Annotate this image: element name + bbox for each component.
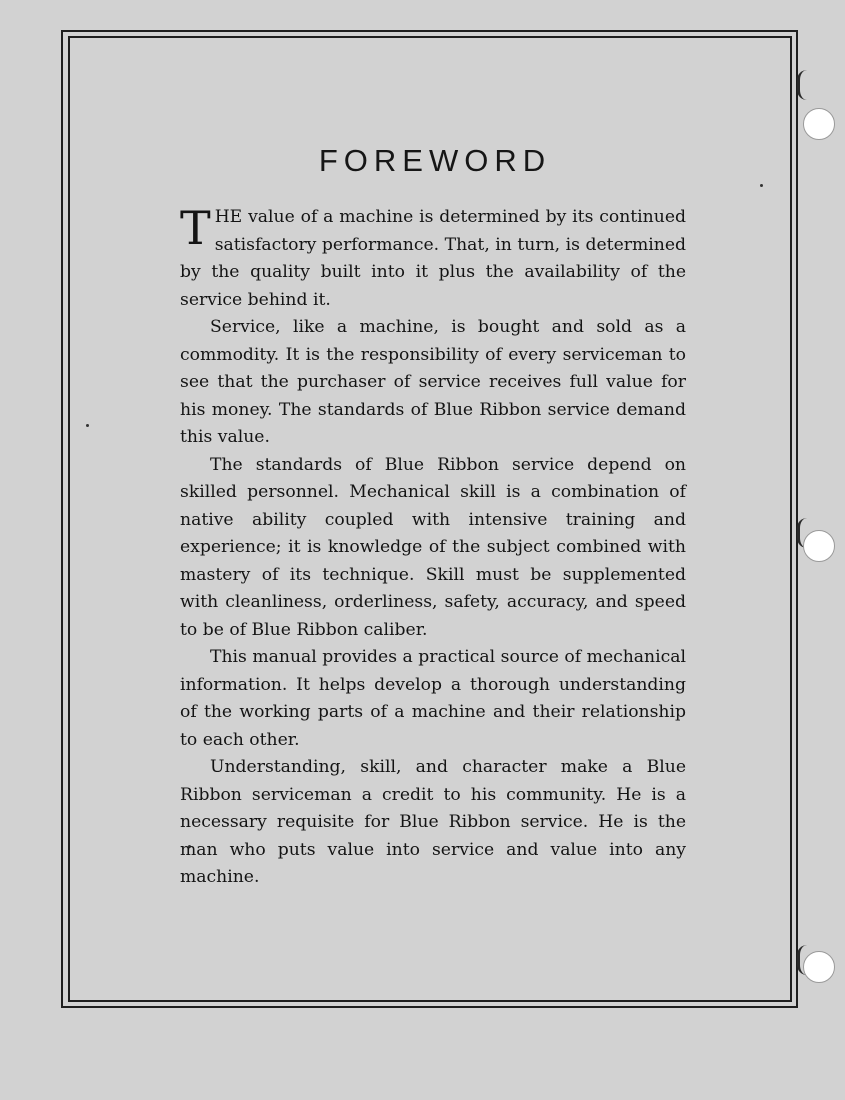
scan-speck	[86, 424, 89, 427]
binder-hole	[803, 108, 835, 140]
paragraph-3: The standards of Blue Ribbon service depend on skilled personnel. Mechanical skill is a combination of native ability coupled with intensive training and experience; it is knowledge of the subject combined with mastery of its technique. Skill must be supplemented with cleanliness, orderliness, safety, accuracy, and speed to be of Blue Ribbon caliber.	[180, 454, 686, 640]
paragraph-text: HE value of a machine is determined by its continued satisfactory performance. That, in turn, is determined by the quality built into it plus the availability of the service behind it.	[180, 207, 686, 310]
paragraph-5: Understanding, skill, and character make a Blue Ribbon serviceman a credit to his community. He is a necessary requisite for Blue Ribbon service. He is the man who puts value into service and value into any machine.	[180, 757, 686, 887]
scan-speck	[760, 184, 763, 187]
binder-hole	[803, 530, 835, 562]
binder-hole	[803, 951, 835, 983]
paragraph-1	[180, 201, 686, 314]
drop-cap: T	[180, 201, 211, 255]
foreword-body	[180, 201, 686, 892]
paragraph-4: This manual provides a practical source of mechanical information. It helps develop a thorough understanding of the working parts of a machine and their relationship to each other.	[180, 647, 686, 750]
paragraph-2: Service, like a machine, is bought and sold as a commodity. It is the responsibility of every serviceman to see that the purchaser of service receives full value for his money. The standards of Blue Ribbon service demand this value.	[180, 317, 686, 447]
page-title: FOREWORD	[318, 143, 552, 178]
binder-hole-edge	[797, 70, 808, 100]
